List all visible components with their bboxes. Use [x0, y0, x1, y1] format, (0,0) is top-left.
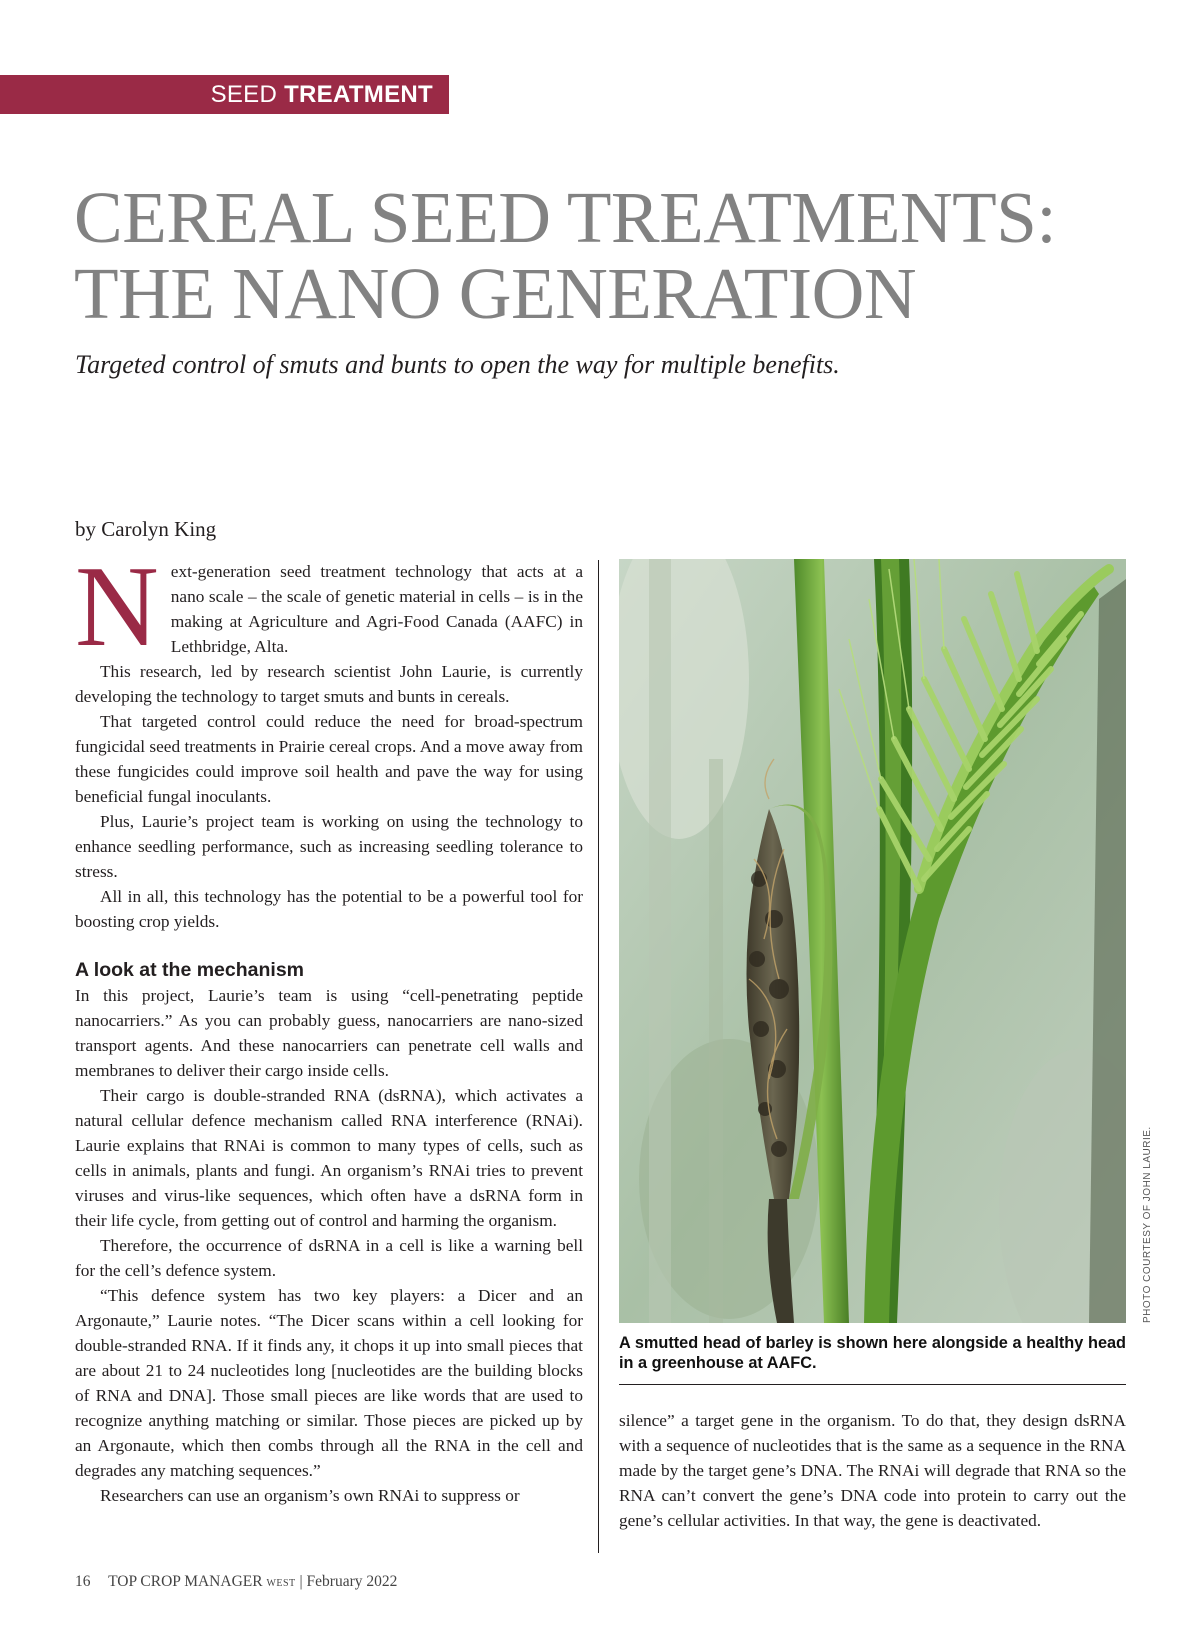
page-number: 16 [75, 1573, 91, 1590]
article-paragraph: This research, led by research scientist John Laurie, is currently developing the technology to target smuts and bunts in cereals. [75, 662, 583, 706]
article-paragraph: silence” a target gene in the organism. To do that, they design dsRNA with a sequence of nucleotides that is the same as a sequence in the RNA made by the target gene’s DNA. The RNAi will degrade that RNA so the RNA can’t convert the gene’s DNA code into protein to carry out the gene’s cellular activities. In that way, the gene is deactivated. [619, 1411, 1126, 1530]
section-tag [0, 75, 449, 114]
paragraph-text: ext-generation seed treatment technology that acts at a nano scale – the scale of genetic material in cells – is in the making at Agriculture and Agri-Food Canada (AAFC) in Lethbridge, Alta. [170, 562, 583, 656]
subhead: A look at the mechanism [75, 959, 305, 981]
headline [74, 177, 1134, 334]
deck: Targeted control of smuts and bunts to open the way for multiple benefits. [75, 350, 840, 379]
article-paragraph [75, 543, 583, 671]
article-paragraph: Therefore, the occurrence of dsRNA in a cell is like a warning bell for the cell’s defence system. [75, 1236, 583, 1280]
article-paragraph: In this project, Laurie’s team is using “cell-penetrating peptide nanocarriers.” As you can probably guess, nanocarriers are nano-sized transport agents. And these nanocarriers can penetrate cell walls and membranes to deliver their cargo inside cells. [75, 986, 583, 1080]
drop-cap: N [75, 543, 159, 671]
section-tag-light: SEED [210, 81, 278, 108]
headline-line-2: THE NANO GENERATION [74, 253, 917, 334]
folio-separator: | [299, 1573, 303, 1590]
article-paragraph: Plus, Laurie’s project team is working on using the technology to enhance seedling performance, such as increasing seedling tolerance to stress. [75, 812, 583, 881]
publication-edition: WEST [266, 1578, 296, 1589]
column-divider [598, 560, 599, 1553]
section-tag-bold: TREATMENT [284, 81, 433, 108]
barley-photo [619, 559, 1126, 1323]
article-column-left [75, 543, 583, 1508]
byline: by Carolyn King [75, 517, 217, 541]
issue-date: February 2022 [306, 1573, 398, 1590]
folio [75, 1573, 397, 1591]
article-paragraph: “This defence system has two key players: a Dicer and an Argonaute,” Laurie notes. “The Dicer scans within a cell looking for double-stranded RNA. If it finds any, it chops it up into small pieces that are about 21 to 24 nucleotides long [nucleotides are the building blocks of RNA and DNA]. Those small pieces are like words that are used to recognize anything matching or similar. Those pieces are picked up by an Argonaute, which then combs through all the RNA in the cell and degrades any matching sequences.” [75, 1286, 583, 1480]
photo-caption: A smutted head of barley is shown here alongside a healthy head in a greenhouse at AAFC. [619, 1334, 1126, 1372]
article-column-right [619, 1408, 1126, 1533]
article-paragraph: Their cargo is double-stranded RNA (dsRNA), which activates a natural cellular defence mechanism called RNA interference (RNAi). Laurie explains that RNAi is common to many types of cells, such as cells in animals, plants and fungi. An organism’s RNAi tries to prevent viruses and virus-like sequences, which often have a dsRNA form in their life cycle, from getting out of control and harming the organism. [75, 1086, 583, 1230]
article-paragraph: Researchers can use an organism’s own RNAi to suppress or [100, 1486, 520, 1505]
publication-name: TOP CROP MANAGER [108, 1573, 263, 1590]
article-paragraph: That targeted control could reduce the need for broad-spectrum fungicidal seed treatments in Prairie cereal crops. And a move away from these fungicides could improve soil health and pave the way for using beneficial fungal inoculants. [75, 712, 583, 806]
barley-photo-illustration [619, 559, 1126, 1323]
headline-line-1: CEREAL SEED TREATMENTS: [74, 177, 1057, 258]
caption-rule [619, 1384, 1126, 1385]
photo-credit: PHOTO COURTESY OF JOHN LAURIE. [1142, 1126, 1153, 1323]
article-paragraph: All in all, this technology has the potential to be a powerful tool for boosting crop yields. [75, 887, 583, 931]
